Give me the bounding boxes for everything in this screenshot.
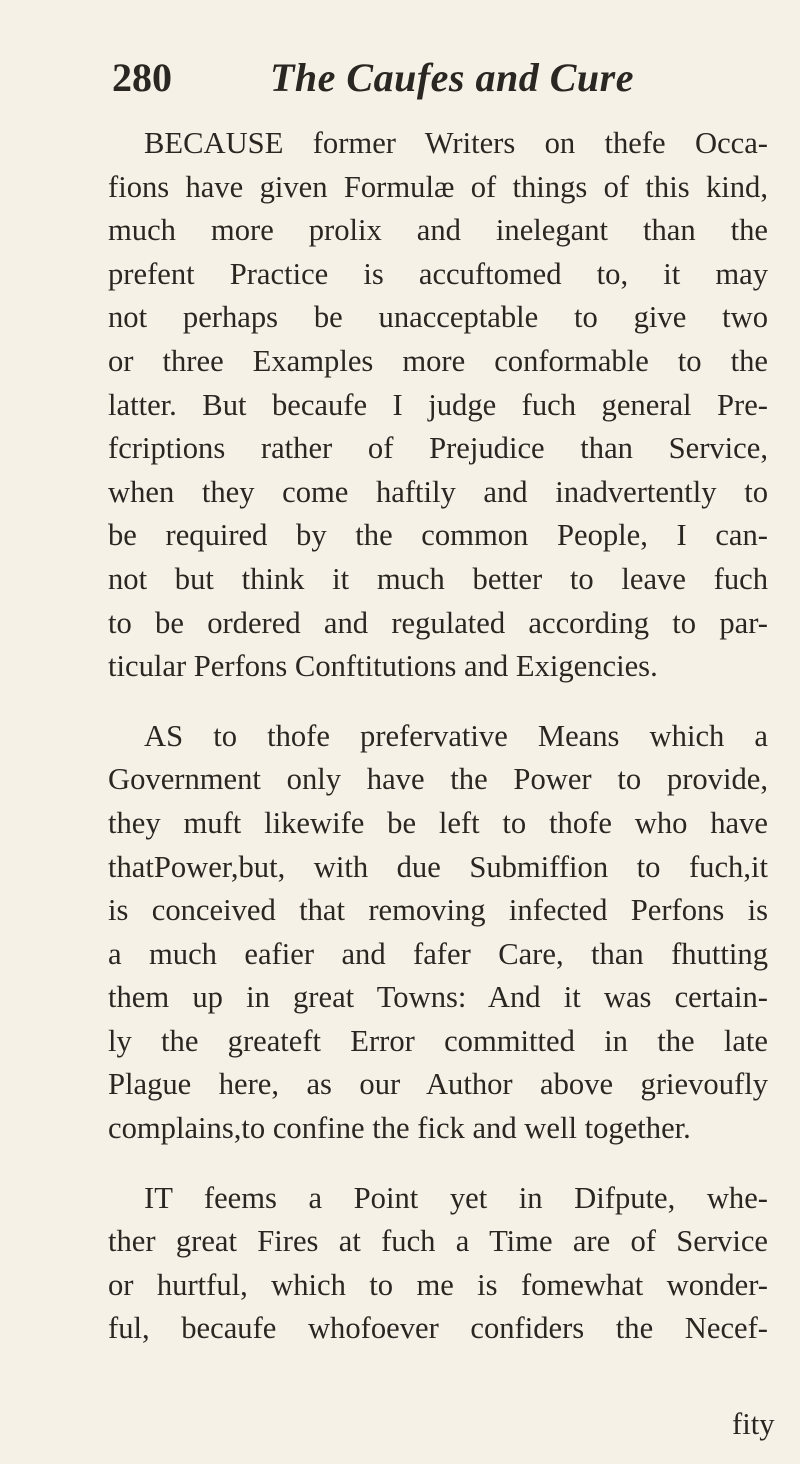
body-text [108, 122, 768, 1377]
text-line: them up in great Towns: And it was certain- [108, 980, 768, 1015]
text-line: not but think it much better to leave fuch [108, 561, 768, 596]
text-line: fions have given Formulæ of things of this kind, [108, 169, 768, 204]
page-number: 280 [112, 55, 172, 100]
text-line: when they come haftily and inadvertently to [108, 474, 768, 509]
text-line: Government only have the Power to provide, [108, 762, 768, 797]
paragraph-3 [108, 1177, 768, 1351]
text-line: or three Examples more conformable to the [108, 343, 768, 378]
page-header [112, 50, 752, 106]
catchword: fity [732, 1407, 775, 1441]
text-line: ticular Perfons Conftitutions and Exigencies. [108, 649, 658, 684]
text-line: they muft likewife be left to thofe who have [108, 805, 768, 840]
text-line: Plague here, as our Author above grievoufly [108, 1067, 768, 1102]
text-line: ful, becaufe whofoever confiders the Necef- [108, 1311, 768, 1346]
text-line: ther great Fires at fuch a Time are of Service [108, 1224, 768, 1259]
text-line: thatPower,but, with due Submiffion to fuch,it [108, 849, 768, 884]
text-line: not perhaps be unacceptable to give two [108, 300, 768, 335]
running-title: The Caufes and Cure [270, 55, 634, 100]
text-line: fcriptions rather of Prejudice than Service, [108, 431, 768, 466]
text-line: BECAUSE former Writers on thefe Occa- [144, 126, 768, 160]
paragraph-1 [108, 122, 768, 689]
text-line: much more prolix and inelegant than the [108, 213, 768, 248]
text-line: ly the greateft Error committed in the late [108, 1023, 768, 1058]
text-line: is conceived that removing infected Perfons is [108, 893, 768, 928]
text-line: prefent Practice is accuftomed to, it may [108, 256, 768, 291]
text-line: or hurtful, which to me is fomewhat wonder- [108, 1267, 768, 1302]
text-line: complains,to confine the fick and well together. [108, 1111, 691, 1146]
text-line: latter. But becaufe I judge fuch general Pre- [108, 387, 768, 422]
text-line: to be ordered and regulated according to par- [108, 605, 768, 640]
text-line: IT feems a Point yet in Difpute, whe- [144, 1180, 768, 1215]
text-line: a much eafier and fafer Care, than fhutting [108, 936, 768, 971]
text-line: AS to thofe prefervative Means which a [144, 718, 768, 753]
text-line: be required by the common People, I can- [108, 518, 768, 553]
paragraph-2 [108, 715, 768, 1151]
